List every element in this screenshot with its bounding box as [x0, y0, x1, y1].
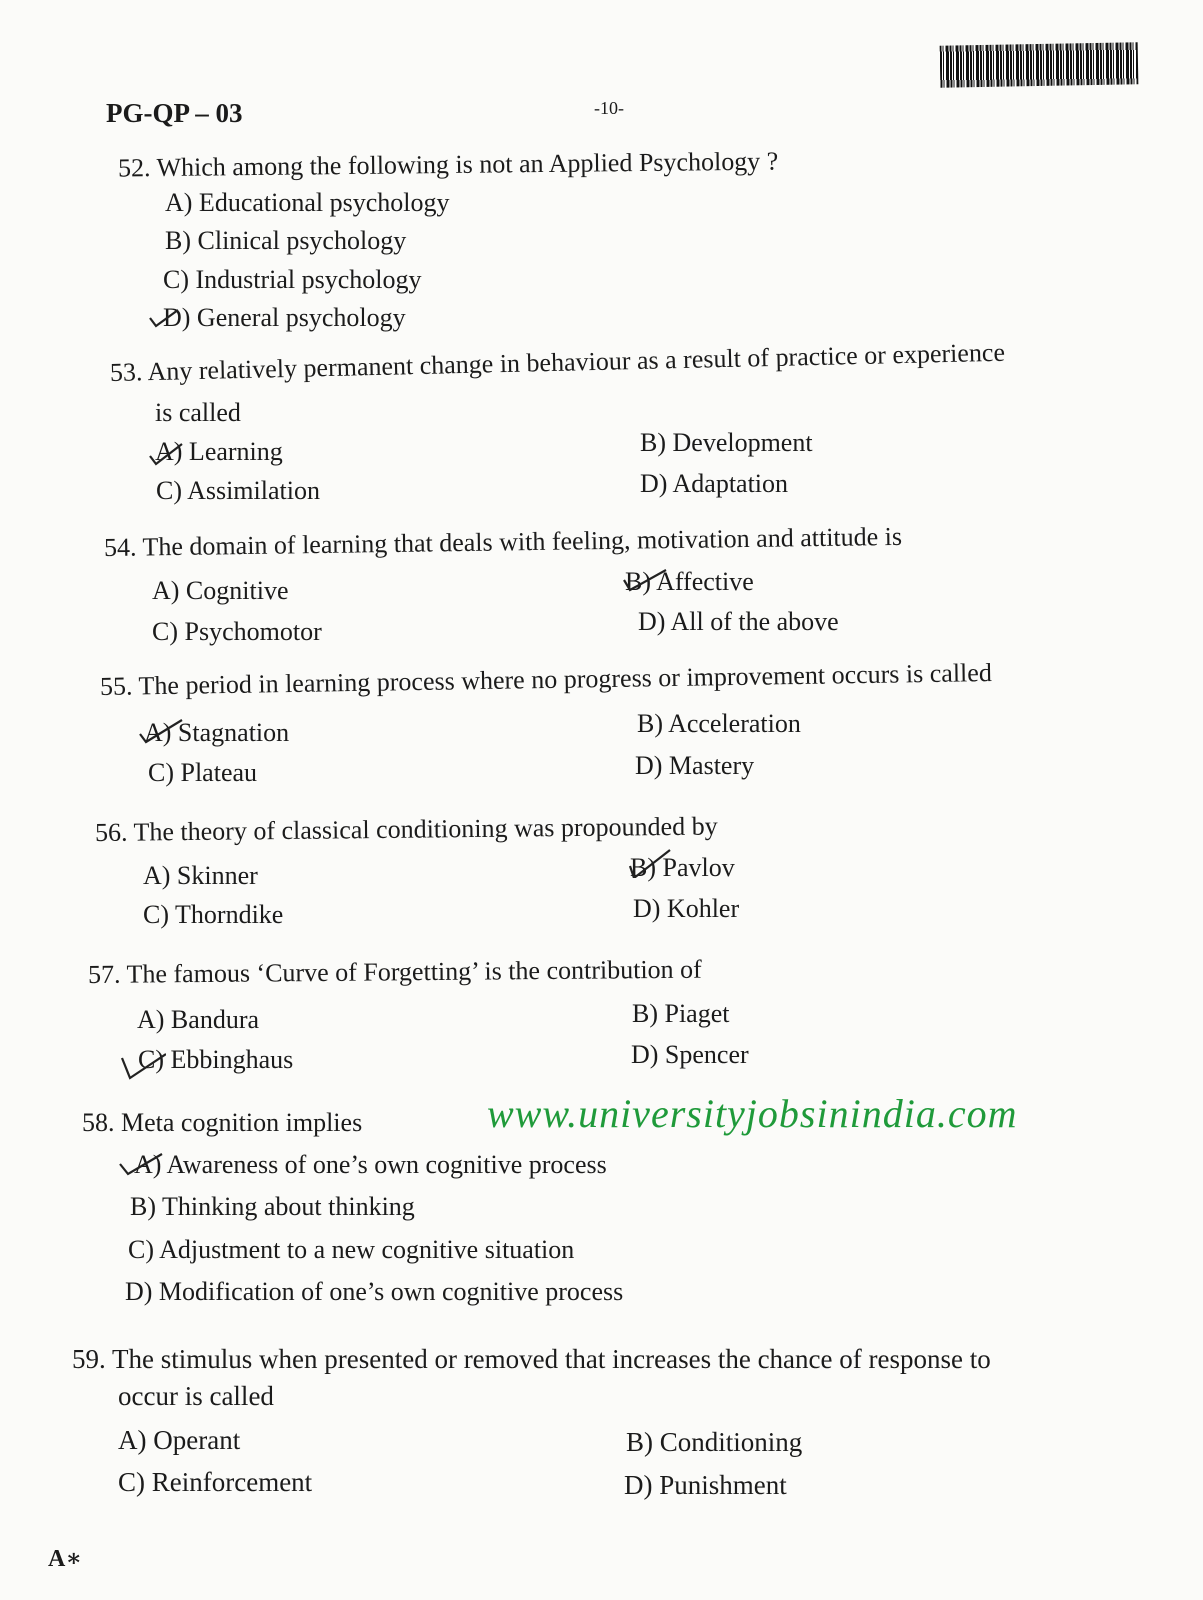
question-number: 53.: [109, 357, 143, 387]
question-number: 55.: [99, 671, 133, 701]
question-number: 57.: [87, 959, 121, 989]
paper-code: PG-QP – 03: [106, 98, 243, 128]
option-b[interactable]: B) Conditioning: [626, 1427, 803, 1457]
barcode: [940, 42, 1139, 87]
page-number: -10-: [594, 98, 624, 118]
question-number: 52.: [117, 153, 151, 183]
question-number: 56.: [94, 817, 128, 847]
option-b[interactable]: B) Thinking about thinking: [130, 1192, 415, 1221]
question-text-continued: occur is called: [118, 1381, 274, 1411]
option-b[interactable]: B) Affective: [625, 567, 754, 596]
option-d[interactable]: D) Mastery: [635, 751, 755, 780]
option-a[interactable]: A) Skinner: [143, 861, 258, 890]
question-number: 54.: [103, 532, 137, 562]
option-a[interactable]: A) Awareness of one’s own cognitive process: [134, 1150, 607, 1179]
option-a[interactable]: A) Bandura: [137, 1005, 260, 1034]
option-a[interactable]: A) Learning: [155, 437, 283, 466]
option-b[interactable]: B) Clinical psychology: [165, 226, 407, 255]
option-b[interactable]: B) Acceleration: [637, 709, 801, 738]
question-text: The stimulus when presented or removed that increases the chance of response to: [112, 1344, 991, 1374]
option-a[interactable]: A) Educational psychology: [165, 188, 450, 217]
question-text: The theory of classical conditioning was propounded by: [133, 811, 718, 847]
option-d[interactable]: D) Kohler: [633, 894, 740, 923]
option-a[interactable]: A) Cognitive: [152, 576, 289, 605]
question-number: 59.: [72, 1344, 106, 1374]
option-b[interactable]: B) Piaget: [632, 999, 730, 1028]
question-number: 58.: [82, 1108, 115, 1137]
option-d[interactable]: D) Adaptation: [640, 469, 789, 498]
option-a[interactable]: A) Operant: [118, 1425, 241, 1455]
question-text: Meta cognition implies: [121, 1108, 363, 1137]
question-text: Any relatively permanent change in behaviour as a result of practice or experience: [147, 337, 1006, 387]
option-d[interactable]: D) All of the above: [638, 607, 839, 636]
option-c[interactable]: C) Thorndike: [143, 900, 284, 929]
option-c[interactable]: C) Plateau: [148, 758, 258, 787]
option-d[interactable]: D) Spencer: [631, 1040, 749, 1069]
option-c[interactable]: C) Adjustment to a new cognitive situation: [128, 1235, 575, 1264]
option-a[interactable]: A) Stagnation: [144, 718, 290, 747]
footer-set-code: A∗: [48, 1546, 82, 1572]
question-text: Which among the following is not an Applied Psychology ?: [156, 146, 779, 183]
option-c[interactable]: C) Ebbinghaus: [138, 1045, 294, 1074]
option-c[interactable]: C) Assimilation: [156, 476, 320, 505]
question-text: The domain of learning that deals with feeling, motivation and attitude is: [142, 521, 903, 562]
question-text-continued: is called: [155, 398, 241, 427]
option-d[interactable]: D) General psychology: [163, 303, 406, 332]
question-text: The period in learning process where no progress or improvement occurs is called: [138, 657, 993, 701]
option-c[interactable]: C) Reinforcement: [118, 1467, 313, 1497]
watermark-url: www.universityjobsinindia.com: [487, 1091, 1018, 1136]
option-d[interactable]: D) Modification of one’s own cognitive process: [125, 1277, 624, 1306]
option-c[interactable]: C) Industrial psychology: [163, 265, 422, 294]
question-text: The famous ‘Curve of Forgetting’ is the contribution of: [126, 954, 702, 989]
option-b[interactable]: B) Pavlov: [630, 853, 735, 882]
option-d[interactable]: D) Punishment: [624, 1470, 787, 1500]
option-b[interactable]: B) Development: [640, 428, 813, 457]
option-c[interactable]: C) Psychomotor: [152, 617, 322, 646]
